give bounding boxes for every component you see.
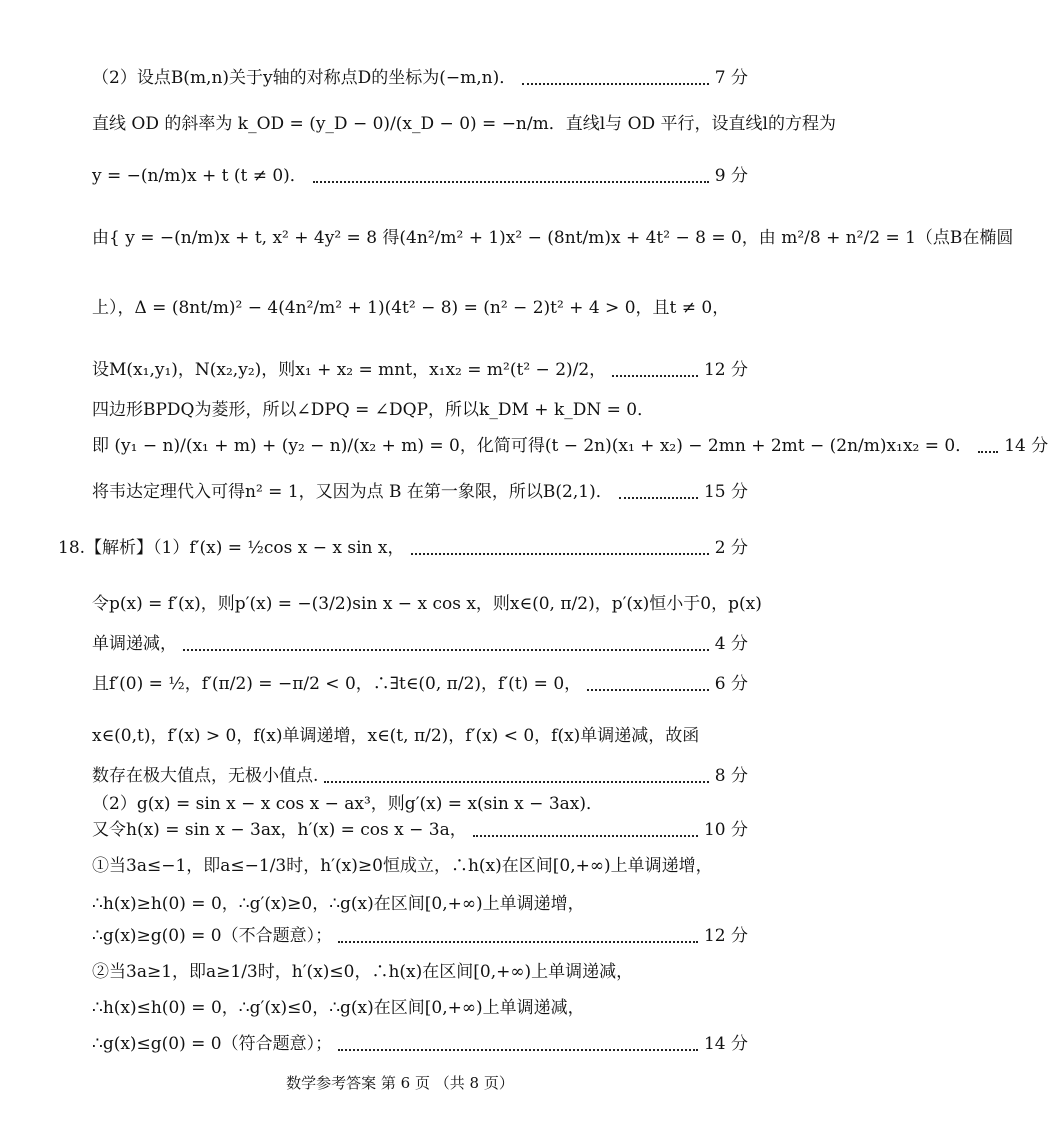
line-text: 单调递减， (92, 634, 177, 654)
line-text: x∈(0,t)，f′(x) > 0，f(x)单调递增，x∈(t, π/2)，f′(x) < 0，f(x)单调递减，故函 (92, 726, 700, 746)
answer-line (92, 722, 748, 750)
score-unit: 分 (731, 766, 748, 786)
answer-line (92, 922, 748, 950)
answer-line (92, 958, 748, 986)
score-value: 6 (714, 674, 726, 694)
line-text: （2）g(x) = sin x − x cos x − ax³，则g′(x) = x(sin x − 3ax)． (92, 794, 603, 814)
line-text: ②当3a≥1，即a≥1/3时，h′(x)≤0，∴h(x)在区间[0,+∞)上单调递减， (92, 962, 634, 982)
answer-line (92, 994, 748, 1022)
line-text: ①当3a≤−1，即a≤−1/3时，h′(x)≥0恒成立，∴h(x)在区间[0,+∞)上单调递增， (92, 856, 713, 876)
line-text: ∴g(x)≥g(0) = 0（不合题意）； (92, 926, 333, 946)
line-text: （2）设点B(m,n)关于y轴的对称点D的坐标为(−m,n)． (92, 68, 517, 88)
dot-leader (183, 649, 709, 651)
line-text: ∴g(x)≤g(0) = 0（符合题意）； (92, 1034, 333, 1054)
score-mark (715, 534, 748, 562)
answer-line (92, 294, 748, 322)
line-text: 四边形BPDQ为菱形，所以∠DPQ = ∠DQP，所以k_DM + k_DN = 0． (92, 400, 655, 420)
score-mark (704, 478, 748, 506)
line-text: 即 (y₁ − n)/(x₁ + m) + (y₂ − n)/(x₂ + m) = 0，化简可得(t − 2n)(x₁ + x₂) − 2mn + 2mt − (2n/m)x₁x₂ = 0． (92, 436, 973, 456)
score-unit: 分 (731, 1034, 748, 1054)
score-value: 7 (714, 68, 726, 88)
answer-line (92, 890, 748, 918)
score-mark (704, 356, 748, 384)
line-text: 且f′(0) = ½，f′(π/2) = −π/2 < 0，∴∃t∈(0, π/2)，f′(t) = 0， (92, 674, 582, 694)
score-mark (715, 762, 748, 790)
dot-leader (978, 451, 998, 453)
score-unit: 分 (731, 482, 748, 502)
line-text: 18.【解析】（1）f′(x) = ½cos x − x sin x， (58, 538, 405, 558)
score-mark (704, 1030, 748, 1058)
score-unit: 分 (1031, 436, 1048, 456)
score-mark (704, 816, 748, 844)
dot-leader (313, 181, 709, 183)
line-text: 将韦达定理代入可得n² = 1，又因为点 B 在第一象限，所以B(2,1)． (92, 482, 613, 502)
answer-line (92, 396, 748, 424)
answer-line (92, 816, 748, 844)
answer-line (92, 1030, 748, 1058)
score-value: 2 (714, 538, 726, 558)
line-text: ∴h(x)≥h(0) = 0，∴g′(x)≥0，∴g(x)在区间[0,+∞)上单调递增， (92, 894, 585, 914)
dot-leader (522, 83, 709, 85)
answer-line (92, 162, 748, 190)
score-mark (715, 630, 748, 658)
score-value: 8 (714, 766, 726, 786)
line-text: y = −(n/m)x + t (t ≠ 0)． (92, 166, 307, 186)
answer-line (92, 64, 748, 92)
score-value: 9 (714, 166, 726, 186)
score-unit: 分 (731, 538, 748, 558)
answer-line (92, 590, 762, 618)
line-text: 上），Δ = (8nt/m)² − 4(4n²/m² + 1)(4t² − 8) = (n² − 2)t² + 4 > 0，且t ≠ 0， (92, 298, 730, 318)
score-mark (715, 670, 748, 698)
page-footer: 数学参考答案 第 6 页 （共 8 页） (286, 1074, 514, 1092)
line-text: ∴h(x)≤h(0) = 0，∴g′(x)≤0，∴g(x)在区间[0,+∞)上单调递减， (92, 998, 585, 1018)
score-value: 12 (703, 926, 726, 946)
score-value: 15 (703, 482, 726, 502)
score-value: 4 (714, 634, 726, 654)
line-text: 令p(x) = f′(x)，则p′(x) = −(3/2)sin x − x cos x，则x∈(0, π/2)，p′(x)恒小于0，p(x) (92, 594, 762, 614)
dot-leader (612, 375, 698, 377)
answer-line (92, 852, 748, 880)
dot-leader (473, 835, 698, 837)
dot-leader (411, 553, 709, 555)
score-value: 14 (703, 1034, 726, 1054)
answer-line (92, 224, 1014, 252)
dot-leader (619, 497, 698, 499)
line-text: 数存在极大值点，无极小值点. (92, 766, 319, 786)
score-value: 10 (703, 820, 726, 840)
line-text: 直线 OD 的斜率为 k_OD = (y_D − 0)/(x_D − 0) = −n/m．直线l与 OD 平行，设直线l的方程为 (92, 114, 836, 134)
answer-line (92, 762, 748, 790)
score-unit: 分 (731, 926, 748, 946)
line-text: 由{ y = −(n/m)x + t, x² + 4y² = 8 得(4n²/m² + 1)x² − (8nt/m)x + 4t² − 8 = 0，由 m²/8 + n²/2 = 1（点B在椭圆 (92, 228, 1014, 248)
line-text: 又令h(x) = sin x − 3ax，h′(x) = cos x − 3a， (92, 820, 467, 840)
answer-line (92, 630, 748, 658)
score-unit: 分 (731, 360, 748, 380)
score-unit: 分 (731, 634, 748, 654)
answer-line (92, 432, 1048, 460)
score-unit: 分 (731, 820, 748, 840)
score-unit: 分 (731, 68, 748, 88)
score-mark (715, 64, 748, 92)
score-unit: 分 (731, 674, 748, 694)
answer-line (58, 534, 748, 562)
score-mark (715, 162, 748, 190)
dot-leader (338, 941, 698, 943)
score-value: 14 (1004, 436, 1026, 456)
answer-line (92, 790, 748, 818)
answer-line (92, 478, 748, 506)
score-unit: 分 (731, 166, 748, 186)
score-value: 12 (703, 360, 726, 380)
dot-leader (587, 689, 709, 691)
answer-line (92, 356, 748, 384)
dot-leader (338, 1049, 698, 1051)
dot-leader (324, 781, 708, 783)
line-text: 设M(x₁,y₁)，N(x₂,y₂)，则x₁ + x₂ = mnt，x₁x₂ = m²(t² − 2)/2， (92, 360, 607, 380)
answer-line (92, 110, 836, 138)
answer-line (92, 670, 748, 698)
score-mark (1004, 432, 1048, 460)
score-mark (704, 922, 748, 950)
